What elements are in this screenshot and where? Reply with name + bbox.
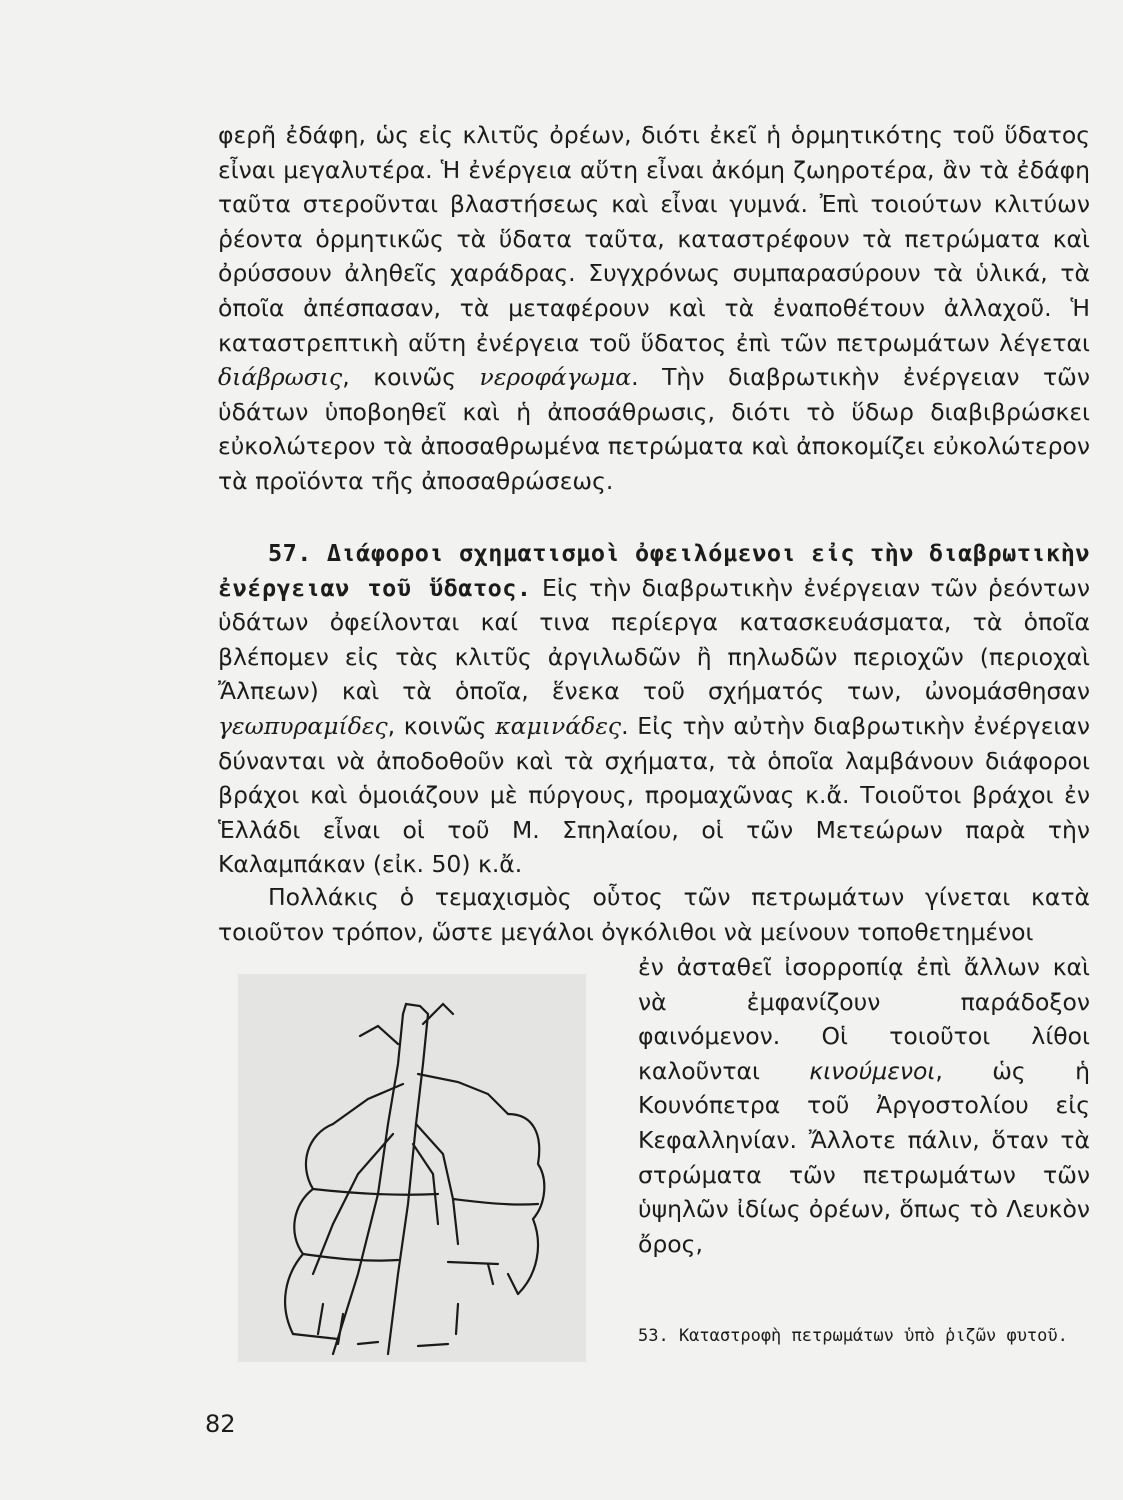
- figure-caption: 53. Καταστροφὴ πετρωμάτων ὑπὸ ῥιζῶν φυτοῦ.: [638, 1326, 1068, 1346]
- page-number: 82: [205, 1410, 236, 1438]
- term-geopyramides: γεωπυραμίδες: [218, 711, 388, 740]
- term-diavrosis: διάβρωσις: [218, 363, 343, 392]
- paragraph-erosion: φερῆ ἐδάφη, ὡς εἰς κλιτῦς ὀρέων, διότι ἐκεῖ ἡ ὁρμητικότης τοῦ ὕδατος εἶναι μεγαλυτέρα. Ἡ ἐνέργεια αὕτη εἶναι ἀκόμη ζωηροτέρα, ἂν τὰ ἐδάφη ταῦτα στεροῦνται βλαστήσεως καὶ εἶναι γυμνά. Ἐπὶ τοιούτων κλιτύων ῥέοντα ὁρμητικῶς τὰ ὕδατα ταῦτα, καταστρέφουν τὰ πετρώματα καὶ ὀρύσσουν ἀληθεῖς χαράδρας. Συγχρόνως συμπαρασύρουν τὰ ὑλικά, τὰ ὁποῖα ἀπέσπασαν, τὰ μεταφέρουν καὶ τὰ ἐναποθέτουν ἀλλαχοῦ. Ἡ καταστρεπτικὴ αὕτη ἐνέργεια τοῦ ὕδατος ἐπὶ τῶν πετρωμάτων λέγεται διάβρωσις, κοινῶς νεροφάγωμα. Τὴν διαβρωτικὴν ἐνέργειαν τῶν ὑδάτων ὑποβοηθεῖ καὶ ἡ ἀποσάθρωσις, διότι τὸ ὕδωρ διαβιβρώσκει εὐκολώτερον τὰ ἀποσαθρωμένα πετρώματα καὶ ἀποκομίζει εὐκολώτερον τὰ προϊόντα τῆς ἀποσαθρώσεως.: [218, 121, 1090, 495]
- paragraph-section-57: 57. Διάφοροι σχηματισμοὶ ὀφειλόμενοι εἰς τὴν διαβρωτικὴν ἐνέργειαν τοῦ ὕδατος. Εἰς τὴν διαβρωτικὴν ἐνέργειαν τῶν ῥεόντων ὑδάτων ὀφείλονται καί τινα περίεργα κατασκευάσματα, τὰ ὁποῖα βλέπομεν εἰς τὰς κλιτῦς ἀργιλωδῶν ἢ πηλωδῶν περιοχῶν (περιοχαὶ Ἄλπεων) καὶ τὰ ὁποῖα, ἕνεκα τοῦ σχήματός των, ὠνομάσθησαν γεωπυραμίδες, κοινῶς καμινάδες. Εἰς τὴν αὐτὴν διαβρωτικὴν ἐνέργειαν δύνανται νὰ ἀποδοθοῦν καὶ τὰ σχήματα, τὰ ὁποῖα λαμβάνουν διάφοροι βράχοι καὶ ὁμοιάζουν μὲ πύργους, προμαχῶνας κ.ἄ. Τοιοῦτοι βράχοι ἐν Ἑλλάδι εἶναι οἱ τοῦ Μ. Σπηλαίου, οἱ τῶν Μετεώρων παρὰ τὴν Καλαμπάκαν (εἰκ. 50) κ.ἄ.: [218, 539, 1090, 879]
- term-kinoumenoi: κινούμενοι: [809, 1056, 936, 1085]
- paragraph-boulders: Πολλάκις ὁ τεμαχισμὸς οὗτος τῶν πετρωμάτων γίνεται κατὰ τοιοῦτον τρόπον, ὥστε μεγάλοι ὀγκόλιθοι νὰ μείνουν τοποθετημένοι: [218, 883, 1090, 946]
- term-kaminades: καμινάδες: [495, 711, 622, 740]
- section-heading: 57. Διάφοροι σχηματισμοὶ ὀφειλόμενοι εἰς τὴν διαβρωτικὴν ἐνέργειαν τοῦ ὕδατος.: [218, 539, 1090, 602]
- term-nerofagoma: νεροφάγωμα: [479, 363, 632, 392]
- figure-53: [238, 974, 586, 1362]
- paragraph-boulders-wrap: ἐν ἀσταθεῖ ἰσορροπίᾳ ἐπὶ ἄλλων καὶ νὰ ἐμφανίζουν παράδοξον φαινόμενον. Οἱ τοιοῦτοι λίθοι καλοῦνται κινούμενοι, ὡς ἡ Κουνόπετρα τοῦ Ἀργοστολίου εἰς Κεφαλληνίαν. Ἄλλοτε πάλιν, ὅταν τὰ στρώματα τῶν πετρωμάτων τῶν ὑψηλῶν ἰδίως ὀρέων, ὅπως τὸ Λευκὸν ὄρος,: [638, 953, 1090, 1258]
- tree-roots-illustration: [238, 974, 586, 1362]
